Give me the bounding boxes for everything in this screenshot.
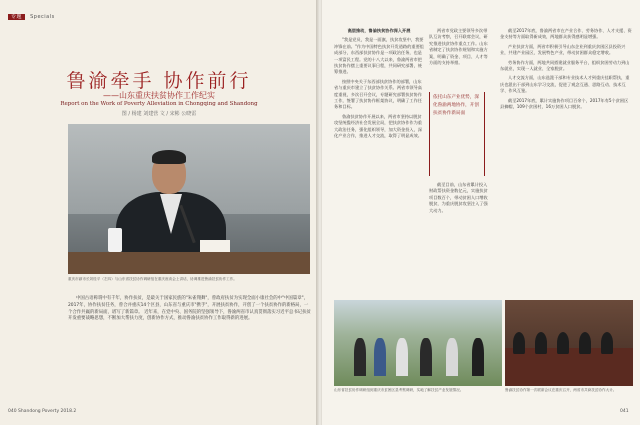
section-label: Specials [30,14,55,20]
paragraph: 按照中央关于东西部扶贫协作的部署，山东省与重庆市建立了扶贫协作关系。两省市领导高度重视，多次召开会议，专题研究部署扶贫协作工作，签署了扶贫协作框架协议，明确了工作任务和目标。 [334,78,422,110]
main-photo-caption: 重庆市副市长刘桂平（左四）与山东省扶贫协作调研组在重庆座谈会上讲话，协调推进鲁渝扶贫协作工作。 [68,277,237,281]
speaker-hair [152,150,186,164]
person-figure [557,332,569,354]
nameplate [200,240,230,252]
section-header [8,13,55,20]
paragraph: 截至目前，山东省累计投入财政帮扶资金数亿元，实施扶贫项目数百个，带动贫困人口增收脱贫，为重庆脱贫攻坚注入了强大动力。 [429,182,488,213]
person-figure [374,338,386,376]
tea-cup [108,228,122,252]
paragraph: "我是党员，我是一面旗，扶贫攻坚中，我要冲锋在前。"作为中国特色扶贫开发道路的重要组成部分，东西部扶贫协作是一项政治任务，也是一项富民工程。党的十八大以来，鲁渝两省市把扶贫协作摆上重要议事日程，共同研究部署，统筹推进。 [334,37,424,75]
byline: 图 / 杨建 刘建营 文 / 宋彬 公晓雷 [121,111,197,117]
lead-text: 中国古语称谓中有千年，协作扶贫，是最关于国家民族的"朱雀翔舞"，曾政府扶贫为实现全面小康社会的中"中国篇章"，2017年，协作扶贫任务，曾合并重庆14个区县，山东省与重庆市"携手"，开展扶贫协作，开创了一个扶贫协作的新格局，一个合作共赢的新局面，谱写了新篇章。 [68,296,309,315]
conference-table [68,252,310,274]
meeting-photo [505,300,633,386]
article-title: 鲁渝牵手 协作前行 [66,70,252,92]
person-figure [579,332,591,354]
left-folio: 040 Shandong Poverty 2018.2 [8,409,77,414]
right-folio: 041 [620,409,629,414]
field-visit-photo [334,300,502,386]
person-figure [535,332,547,354]
person-figure [396,338,408,376]
column-1 [334,28,424,143]
pull-quote: 依托山东产业优势，深化鲁渝两地协作，开创扶贫协作新局面 [429,92,485,176]
column-1-heading: 高层推动，鲁渝扶贫协作深入开展 [347,28,411,33]
paragraph: 两省市党政主要领导多次带队互访考察，召开联席会议，研究推进扶贫协作重点工作。山东省制定了扶贫协作规划和实施方案，明确了资金、项目、人才等方面的支持举措。 [429,28,488,66]
paragraph: 劳务协作方面，两地共同搭建就业服务平台，组织贫困劳动力到山东就业，实现一人就业、全家脱贫。 [500,59,630,72]
person-figure [601,332,613,354]
left-page [0,0,318,425]
paragraph: 截至2017年底，累计实施协作项目百余个，2017年有5个贫困区县摘帽，109个贫困村，16万贫困人口脱贫。 [500,97,629,110]
person-figure [420,338,432,376]
section-tag: 专题 [8,14,25,20]
column-2-top [429,28,489,69]
paragraph: 产业扶贫方面，两省市积极引导山东企业到重庆贫困区县投资兴业，共建产业园区，发展特色产业，带动贫困群众稳定增收。 [500,43,626,56]
paragraph: 截至2017年底，鲁渝两省市在产业合作、劳务协作、人才支援、资金支持等方面取得新成效，两地群众获得感明显增强。 [500,28,632,40]
person-figure [354,338,366,376]
column-2-bottom [429,182,489,217]
meeting-caption: 鲁渝扶贫协作第一次联席会议在重庆召开，两省市共商扶贫协作大计。 [505,388,617,392]
person-figure [513,332,525,354]
lead-text-2: 近年来，在党中央、国务院的坚强领导下，鲁渝两省市认真贯彻落实习近平总书记扶贫开发重要战略思想，不断加大帮扶力度，创新协作方式，推动鲁渝扶贫协作工作取得新的进展。 [68,309,311,322]
article-subtitle: ——山东重庆扶贫协作工作纪实 [103,91,215,100]
main-photo [68,124,310,274]
person-figure [446,338,458,376]
person-figure [472,338,484,376]
paragraph: 人才交流方面，山东选派干部和专业技术人才到重庆挂职帮扶，重庆也派出干部到山东学习交流，促进了观念互通、思路互动、技术互学、作风互鉴。 [500,75,630,94]
field-visit-caption: 山东省扶贫协作调研组到重庆市贫困区县考察调研，实地了解扶贫产业发展情况。 [334,388,464,392]
article-subtitle-english: Report on the Work of Poverty Alleviation in Chongqing and Shandong [60,101,258,107]
lead-paragraph [68,296,312,323]
paragraph: 鲁渝扶贫协作开展以来，两省市坚持以脱贫攻坚统揽经济社会发展全局，把扶贫协作作为重大政治任务，强化组织领导，加大资金投入，深化产业合作，推进人才交流，取得了明显成效。 [334,113,422,139]
column-3 [500,28,632,113]
